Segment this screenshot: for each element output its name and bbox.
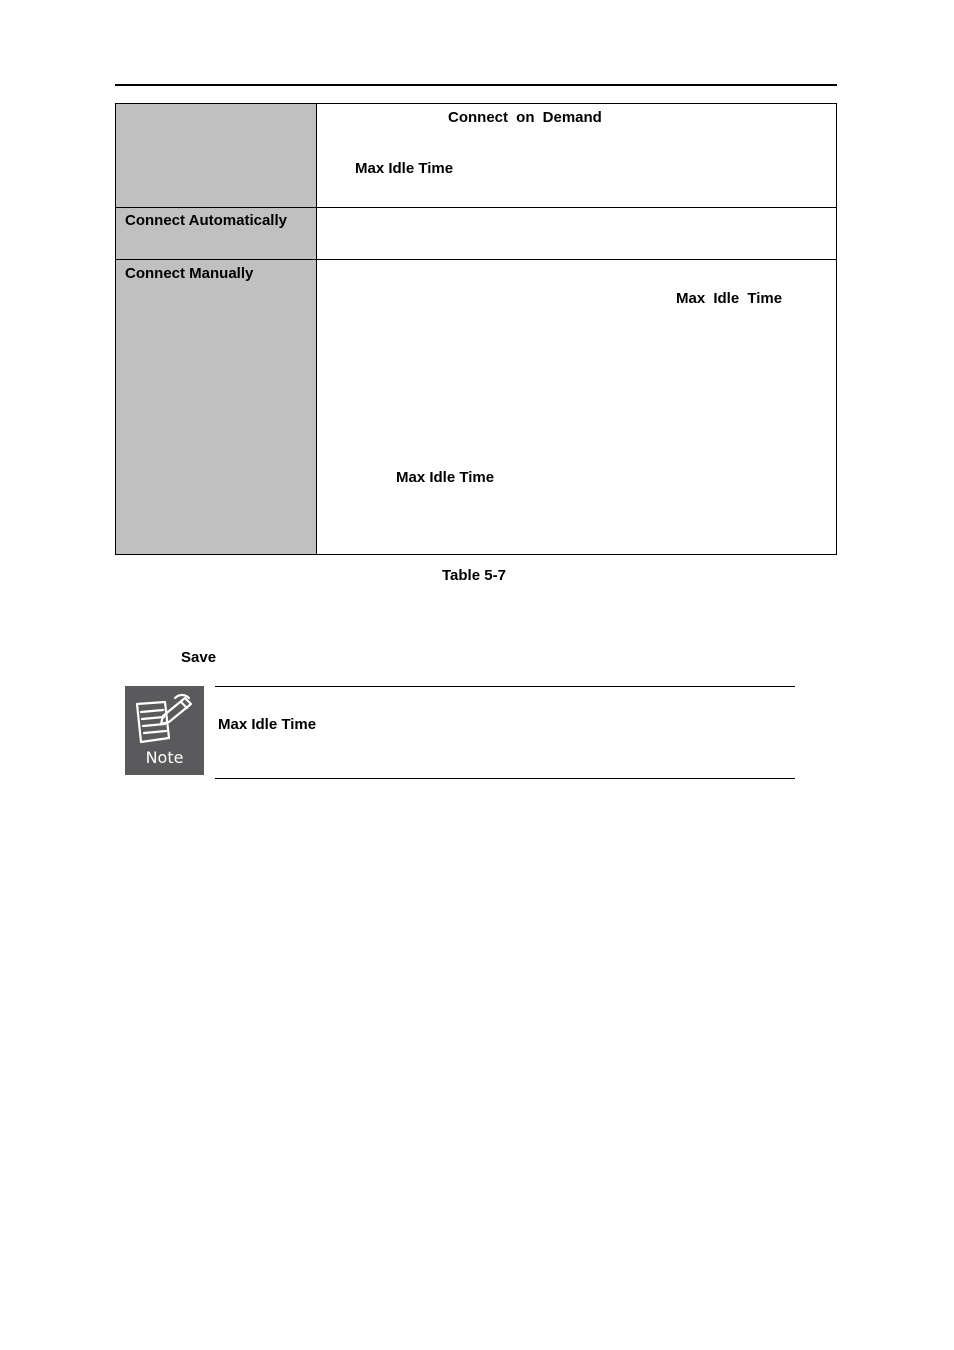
description-table bbox=[115, 103, 837, 555]
table-cell-description bbox=[317, 103, 837, 207]
table-divider bbox=[115, 259, 837, 260]
note-bottom-rule bbox=[215, 778, 795, 779]
note-top-rule bbox=[215, 686, 795, 687]
table-caption: Table 5-7 bbox=[442, 567, 506, 584]
note-text: Max Idle Time bbox=[218, 716, 317, 733]
table-row bbox=[115, 207, 837, 259]
note-icon bbox=[125, 686, 204, 775]
table-cell-label bbox=[115, 259, 317, 555]
notepad-pen-icon bbox=[125, 686, 204, 748]
table-row bbox=[115, 103, 837, 207]
row-label-connect-automatically: Connect Automatically bbox=[125, 212, 287, 229]
max-idle-time-text: Max Idle Time bbox=[355, 160, 454, 177]
max-idle-time-text: Max Idle Time bbox=[676, 290, 783, 307]
note-label: Note bbox=[145, 748, 184, 767]
max-idle-time-text: Max Idle Time bbox=[396, 469, 495, 486]
table-cell-label bbox=[115, 207, 317, 259]
table-cell-description bbox=[317, 207, 837, 259]
table-row bbox=[115, 259, 837, 555]
header-rule bbox=[115, 84, 837, 86]
connect-on-demand-text: Connect on Demand bbox=[448, 109, 602, 126]
table-cell-label bbox=[115, 103, 317, 207]
save-text: Save bbox=[181, 649, 217, 666]
table-cell-description bbox=[317, 259, 837, 555]
table-divider bbox=[115, 207, 837, 208]
row-label-connect-manually: Connect Manually bbox=[125, 265, 254, 282]
